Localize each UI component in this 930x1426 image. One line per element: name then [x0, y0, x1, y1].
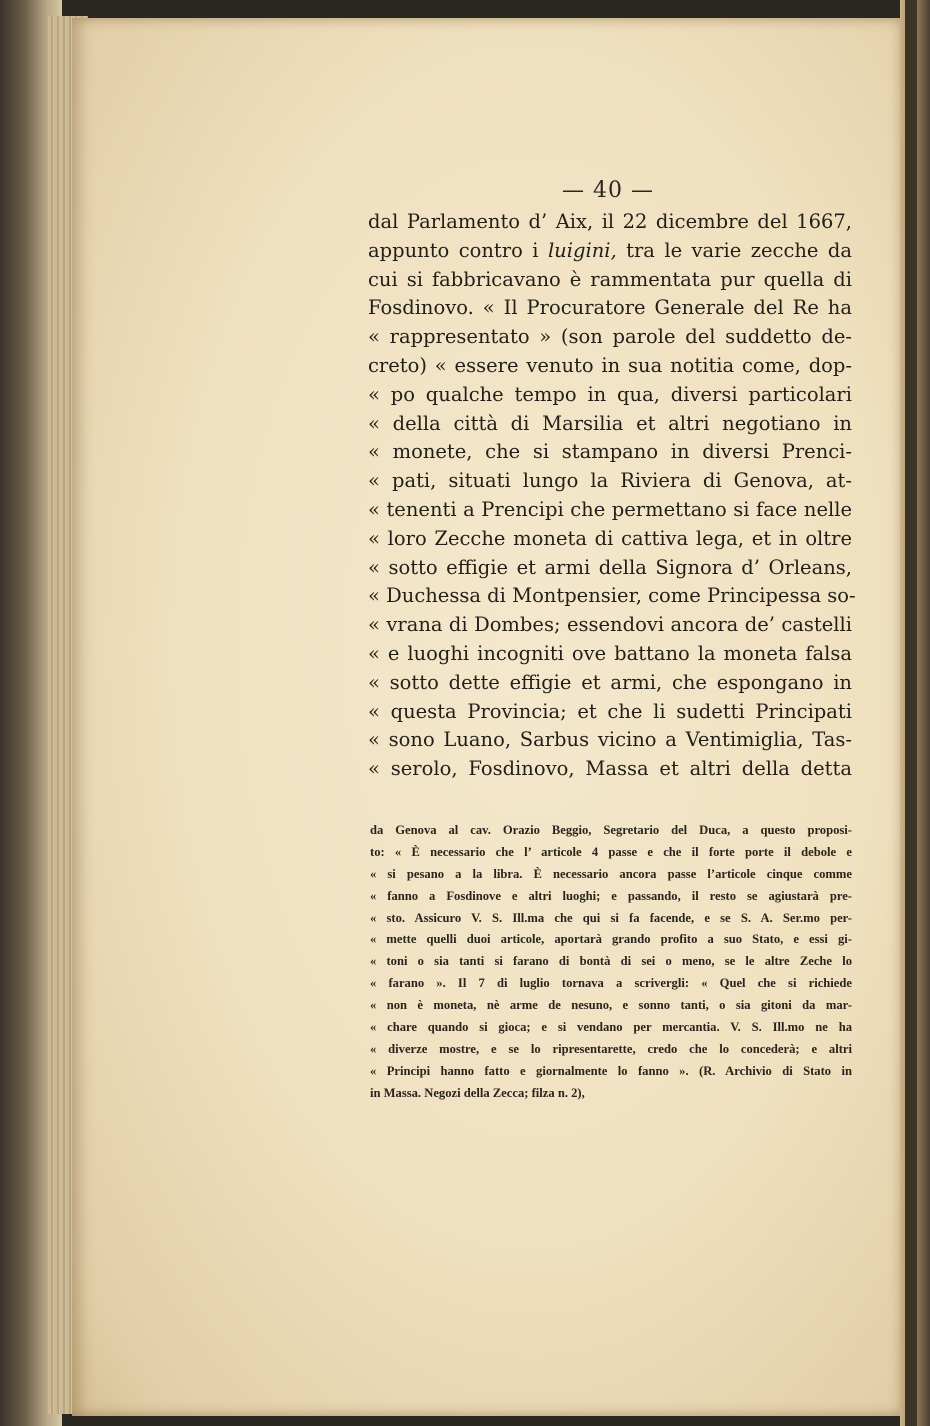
footnote-line: « diverze mostre, e se lo ripresentarette, credo che lo concederà; e altri — [370, 1041, 852, 1056]
footnote-line: « chare quando si gioca; e si vendano per mercantia. V. S. Ill.mo ne ha — [370, 1020, 852, 1035]
footnote-line: « non è moneta, nè arme de nesuno, e sonno tanti, o sia gitoni da mar- — [370, 998, 852, 1013]
main-text-line: « loro Zecche moneta di cattiva lega, et in oltre — [368, 526, 852, 550]
main-text-line: « e luoghi incogniti ove battano la moneta falsa — [368, 641, 852, 665]
footnote-block — [370, 820, 852, 1105]
main-text-line: « rappresentato » (son parole del suddetto de- — [368, 325, 852, 349]
main-text-line: « vrana di Dombes; essendovi ancora de’ castelli — [368, 613, 852, 637]
page-number: — 40 — — [562, 178, 654, 203]
main-text-line: « monete, che si stampano in diversi Prenci- — [368, 440, 852, 464]
main-text-line: creto) « essere venuto in sua notitia come, dop- — [368, 353, 852, 377]
footnote-line: « sto. Assicuro V. S. Ill.ma che qui si fa facende, e se S. A. Ser.mo per- — [370, 910, 852, 925]
main-text-line: « questa Provincia; et che li sudetti Principati — [368, 699, 852, 723]
footnote-line: « mette quelli duoi articole, aportarà grando profito a suo Stato, e essi gi- — [370, 932, 852, 947]
footnote-line: da Genova al cav. Orazio Beggio, Segretario del Duca, a questo proposi- — [370, 823, 852, 837]
footnote-line: « fanno a Fosdinove e altri luoghi; e passando, il resto se agiustarà pre- — [370, 888, 852, 903]
footnote-line: to: « È necessario che l’ articole 4 passe e che il forte porte il debole e — [370, 844, 852, 859]
main-text-line: « tenenti a Prencipi che permettano si face nelle — [368, 497, 852, 521]
main-text-line: « pati, situati lungo la Riviera di Genova, at- — [368, 469, 852, 493]
main-text-line: appunto contro i luigini, tra le varie zecche da — [368, 238, 852, 262]
footnote-line: « Principi hanno fatto e giornalmente lo fanno ». (R. Archivio di Stato in — [370, 1063, 852, 1078]
main-text-block — [368, 208, 856, 784]
main-text-line: « della città di Marsilia et altri negotiano in — [368, 411, 852, 435]
main-text-line: cui si fabbricavano è rammentata pur quella di — [368, 267, 852, 291]
main-text-line: « serolo, Fosdinovo, Massa et altri della detta — [368, 757, 852, 781]
main-text-line: « Duchessa di Montpensier, come Principessa so- — [368, 584, 856, 608]
main-text-line: Fosdinovo. « Il Procuratore Generale del Re ha — [368, 296, 852, 320]
footnote-line: in Massa. Negozi della Zecca; filza n. 2), — [370, 1085, 585, 1100]
main-text-line: dal Parlamento d’ Aix, il 22 dicembre del 1667, — [368, 210, 852, 233]
footnote-line: « si pesano a la libra. È necessario ancora passe l’articole cinque comme — [370, 866, 852, 881]
footnote-line: « toni o sia tanti si farano di bontà di sei o meno, se le altre Zeche lo — [370, 954, 852, 969]
main-text-line: « sotto effigie et armi della Signora d’ Orleans, — [368, 555, 852, 579]
main-text-line: « po qualche tempo in qua, diversi particolari — [368, 382, 852, 406]
scan-right-strip — [905, 0, 917, 1426]
main-text-line: « sotto dette effigie et armi, che espongano in — [368, 670, 852, 694]
main-text-line: « sono Luano, Sarbus vicino a Ventimiglia, Tas- — [368, 728, 852, 752]
footnote-line: « farano ». Il 7 di luglio tornava a scrivergli: « Quel che si richiede — [370, 976, 852, 991]
